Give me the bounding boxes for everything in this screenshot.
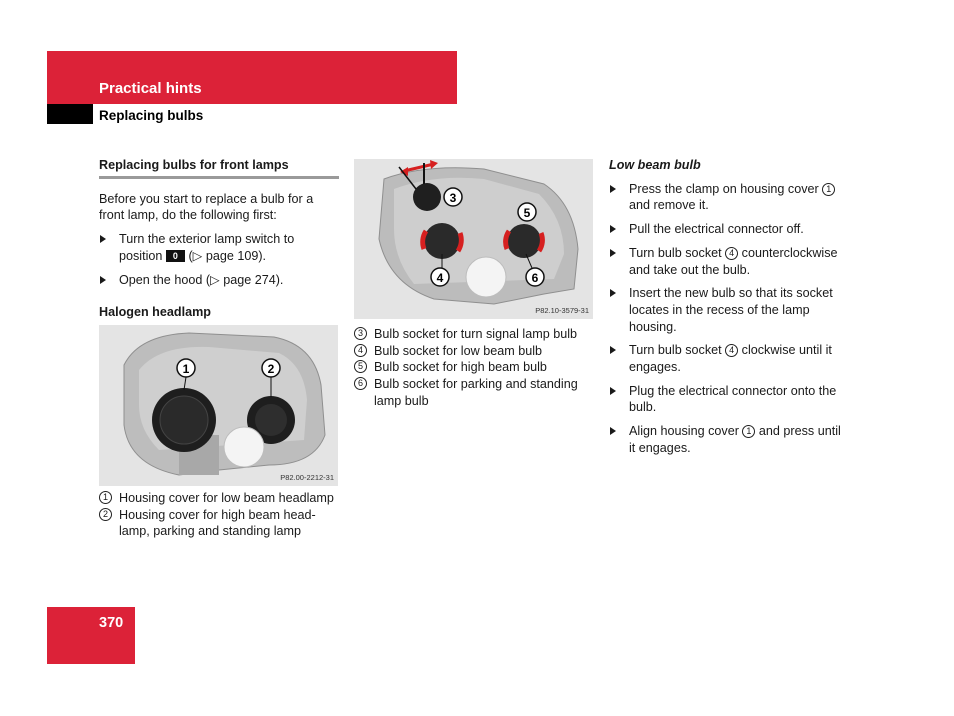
header-tab-marker — [47, 104, 93, 124]
step-item — [609, 181, 849, 214]
low-beam-heading: Low beam bulb — [609, 158, 701, 172]
legend-number: 2 — [99, 508, 112, 521]
bullet-arrow-icon — [610, 225, 616, 233]
legend-text: Housing cover for low beam headlamp — [119, 491, 334, 505]
legend-item — [354, 343, 599, 360]
step-text: Insert the new bulb so that its socket locates in the recess of the lamp housing. — [629, 286, 833, 334]
bullet-arrow-icon — [610, 289, 616, 297]
legend-text: Bulb socket for high beam bulb — [374, 360, 547, 375]
legend-number: 3 — [354, 327, 367, 340]
halogen-legend — [99, 490, 344, 540]
bullet-arrow-icon — [610, 346, 616, 354]
legend-number: 5 — [354, 360, 367, 373]
bulb-sockets-photo — [354, 159, 593, 319]
halogen-photo-code: P82.00-2212-31 — [280, 473, 334, 482]
step-lamp-switch-ref: (▷ page 109). — [188, 248, 267, 263]
bullet-arrow-icon — [100, 235, 106, 243]
legend-number: 6 — [354, 377, 367, 390]
bullet-arrow-icon — [100, 276, 106, 284]
legend-item — [99, 490, 344, 507]
step-callout-number: 4 — [725, 344, 738, 357]
halogen-heading: Halogen headlamp — [99, 305, 211, 320]
svg-text:4: 4 — [436, 271, 444, 285]
column-3 — [609, 157, 849, 457]
switch-position-key: 0 — [166, 250, 185, 262]
step-callout-number: 1 — [822, 183, 835, 196]
svg-text:6: 6 — [531, 271, 539, 285]
step-text: Turn bulb socket — [629, 245, 722, 260]
svg-text:1: 1 — [182, 362, 190, 376]
page-number: 370 — [99, 615, 124, 631]
legend-item — [354, 376, 599, 409]
step-item — [609, 342, 849, 375]
intro-text: Before you start to replace a bulb for a front lamp, do the following first: — [99, 191, 314, 223]
legend-text: Housing cover for high beam head-lamp, parking and standing lamp — [119, 507, 316, 539]
step-text: Pull the electrical connector off. — [629, 222, 804, 237]
step-text-end: clockwise until it engages. — [629, 343, 832, 375]
bullet-arrow-icon — [610, 387, 616, 395]
legend-item — [354, 359, 599, 376]
legend-item — [99, 507, 344, 540]
step-text: Press the clamp on housing cover — [629, 181, 819, 196]
sockets-photo-code: P82.10-3579-31 — [535, 306, 589, 315]
step-item — [609, 285, 849, 335]
legend-number: 4 — [354, 344, 367, 357]
legend-number: 1 — [99, 491, 112, 504]
section-title: Practical hints — [99, 80, 202, 97]
front-lamps-heading: Replacing bulbs for front lamps — [99, 157, 339, 179]
legend-item — [354, 326, 599, 343]
bullet-arrow-icon — [610, 249, 616, 257]
halogen-headlamp-photo — [99, 325, 338, 486]
step-callout-number: 4 — [725, 247, 738, 260]
step-open-hood-text: Open the hood (▷ page 274). — [119, 272, 284, 287]
step-lamp-switch — [99, 231, 339, 264]
step-text: Turn bulb socket — [629, 343, 722, 358]
step-lamp-switch-text: Turn the exterior lamp switch to position — [119, 232, 295, 263]
step-item — [609, 221, 849, 238]
step-text: Plug the electrical connector onto the bulb. — [629, 383, 837, 415]
legend-text: Bulb socket for low beam bulb — [374, 343, 543, 358]
step-text: Align housing cover — [629, 424, 739, 439]
bullet-arrow-icon — [610, 185, 616, 193]
step-open-hood — [99, 272, 339, 289]
bullet-arrow-icon — [610, 427, 616, 435]
step-item — [609, 383, 849, 416]
svg-text:2: 2 — [267, 362, 275, 376]
step-callout-number: 1 — [742, 425, 755, 438]
column-1 — [99, 157, 339, 321]
sockets-legend — [354, 326, 599, 410]
legend-text: Bulb socket for turn signal lamp bulb — [374, 327, 578, 341]
step-text-end: counterclockwise and take out the bulb. — [629, 245, 838, 277]
svg-text:5: 5 — [523, 206, 531, 220]
subsection-title: Replacing bulbs — [99, 108, 204, 123]
svg-text:3: 3 — [449, 191, 457, 205]
step-item — [609, 245, 849, 278]
step-item — [609, 423, 849, 456]
step-text-end: and remove it. — [629, 198, 709, 213]
legend-text: Bulb socket for parking and standing lamp bulb — [374, 377, 578, 408]
step-text-end: and press until it engages. — [629, 424, 841, 455]
